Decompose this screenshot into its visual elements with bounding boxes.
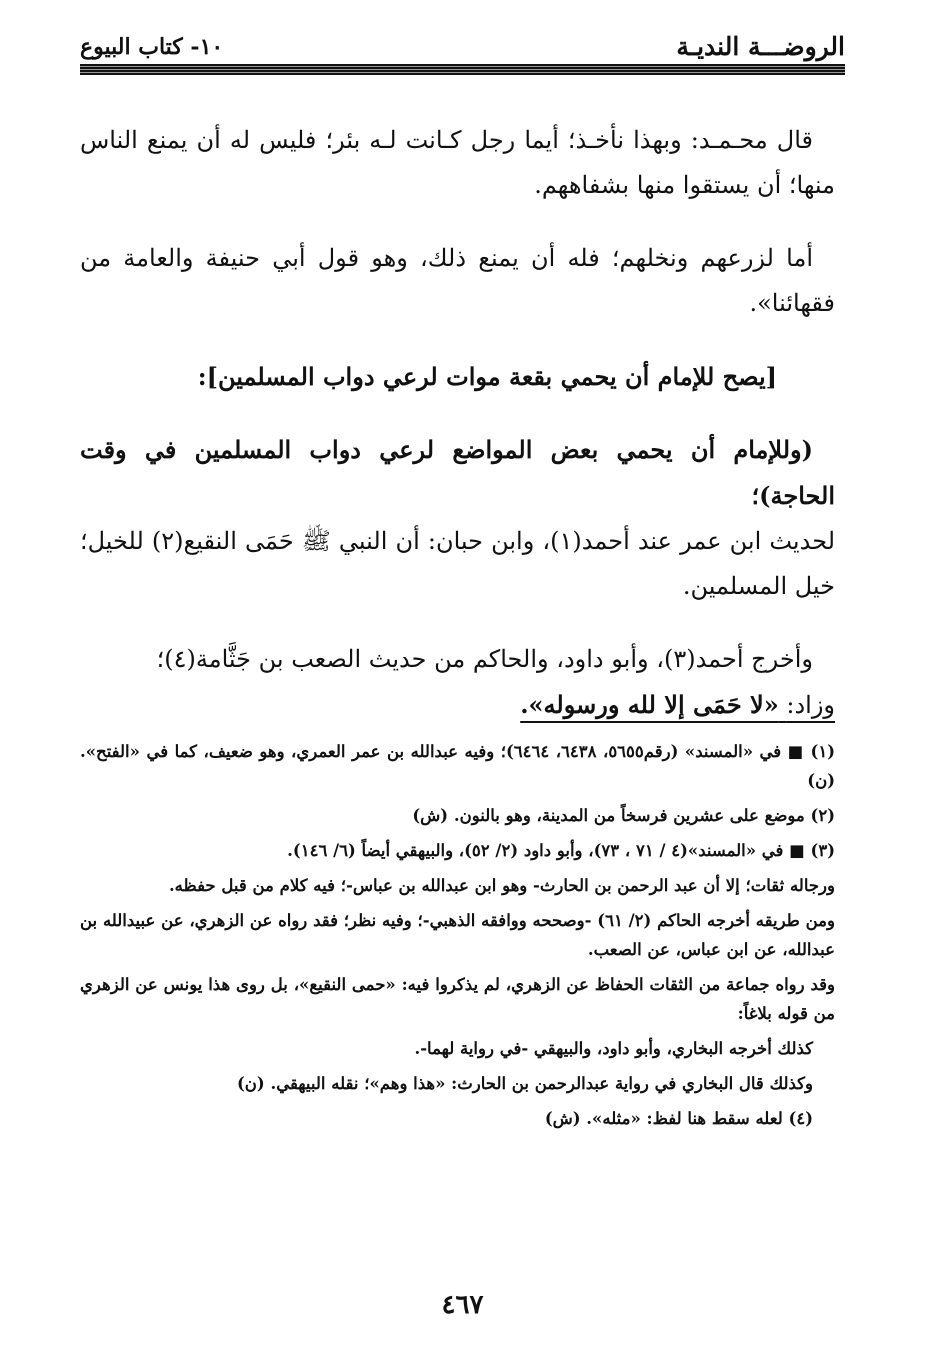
footnotes [80, 737, 835, 1139]
footnote-1: (١) ■ في «المسند» (رقم٥٦٥٥، ٦٤٣٨، ٦٤٦٤)؛ وفيه عبدالله بن عمر العمري، وهو ضعيف، كما في «الفتح». (ن) [80, 742, 835, 790]
footnote-3-continued: ومن طريقه أخرجه الحاكم (٢/ ٦١) -وصححه ووافقه الذهبي-؛ وفيه نظر؛ فقد رواه عن الزهري، عن عبيدالله بن عبدالله، عن ابن عباس، عن الصعب. [80, 911, 835, 959]
hadith-quote: «لا حَمَى إلا لله ورسوله». [520, 690, 779, 719]
footnote-3: (٣) ■ في «المسند»(٤ / ٧١ ، ٧٣)، وأبو داود (٢/ ٥٢)، والبيهقي أيضاً (٦/ ١٤٦). [287, 841, 835, 860]
addition-prefix: وزاد: [786, 691, 835, 719]
header-rule [80, 64, 845, 75]
footnote-3-continued: وكذلك قال البخاري في رواية عبدالرحمن بن الحارث: «هذا وهم»؛ نقله البيهقي. (ن) [236, 1074, 813, 1093]
footnote-3-continued: ورجاله ثقات؛ إلا أن عبد الرحمن بن الحارث- وهو ابن عبدالله بن عباس-؛ فيه كلام من قبل حفظه. [168, 876, 835, 895]
paragraph: أما لزرعهم ونخلهم؛ فله أن يمنع ذلك، وهو قول أبي حنيفة والعامة من فقهائنا». [80, 244, 835, 317]
evidence-text: لحديث ابن عمر عند أحمد(١)، وابن حبان: أن النبي ﷺ حَمَى النقيع(٢) للخيل؛ خيل المسلمين. [80, 527, 835, 600]
narration-text: وأخرج أحمد(٣)، وأبو داود، والحاكم من حديث الصعب بن جَثَّامة(٤)؛ [156, 645, 813, 673]
page-number: ٤٦٧ [441, 1290, 484, 1320]
book-title: الروضـــة النديـة [676, 32, 845, 61]
addition-text [520, 691, 835, 719]
footnote-3-continued: كذلك أخرجه البخاري، وأبو داود، والبيهقي -في رواية لهما-. [414, 1039, 813, 1058]
section-heading: [يصح للإمام أن يحمي بقعة موات لرعي دواب المسلمين]: [197, 362, 777, 391]
paragraph [80, 427, 835, 609]
main-text [80, 118, 835, 756]
footnote-2: (٢) موضع على عشرين فرسخاً من المدينة، وهو بالنون. (ش) [412, 806, 835, 825]
chapter-title: ١٠- كتاب البيوع [80, 34, 224, 60]
running-header [80, 26, 845, 62]
ruling-text: (وللإمام أن يحمي بعض المواضع لرعي دواب المسلمين في وقت الحاجة)؛ [80, 435, 835, 510]
paragraph [80, 637, 835, 728]
footnote-4: (٤) لعله سقط هنا لفظ: «مثله». (ش) [544, 1109, 813, 1128]
footnote-3-continued: وقد رواه جماعة من الثقات الحفاظ عن الزهري، لم يذكروا فيه: «حمى النقيع»، بل روى هذا يونس عن الزهري من قوله بلاغاً: [80, 975, 835, 1023]
paragraph: قال محـمـد: وبهذا نأخـذ؛ أيما رجل كـانت لـه بئر؛ فليس له أن يمنع الناس منها؛ أن يستقوا منها بشفاههم. [80, 126, 835, 199]
